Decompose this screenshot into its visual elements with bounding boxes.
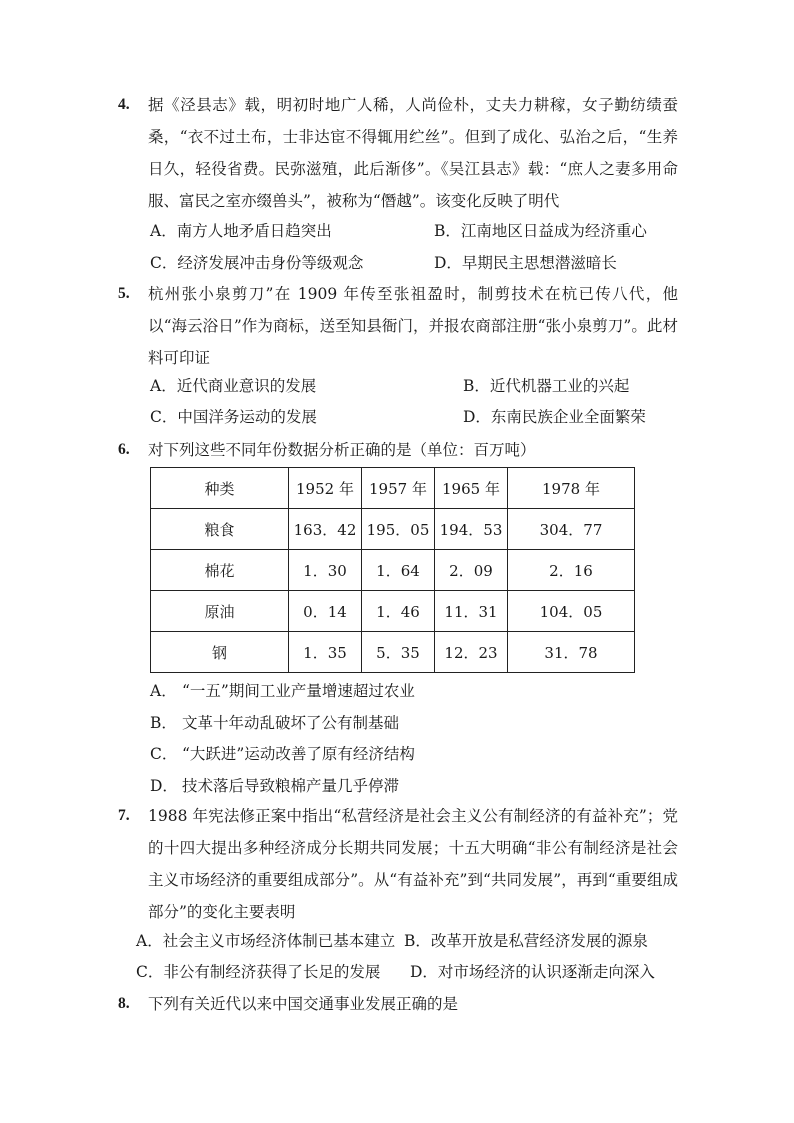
table-row xyxy=(151,591,635,632)
table-cell: 104．05 xyxy=(508,591,635,632)
table-cell: 11．31 xyxy=(435,591,508,632)
option-c[interactable]: C．非公有制经济获得了长足的发展 xyxy=(136,963,381,981)
option-a[interactable] xyxy=(150,676,415,706)
option-b[interactable]: B．改革开放是私营经济发展的源泉 xyxy=(404,932,648,950)
table-cell: 304．77 xyxy=(508,509,635,550)
question-number: 4. xyxy=(118,96,130,113)
question-stem: 1988 年宪法修正案中指出“私营经济是社会主义公有制经济的有益补充”；党的十四大提出多种经济成分长期共同发展；十五大明确“非公有制经济是社会主义市场经济的重要组成部分”。从“有益补充”到“共同发展”，再到“重要组成部分”的变化主要表明 xyxy=(148,807,678,921)
table-cell: 194．53 xyxy=(435,509,508,550)
question-number: 8. xyxy=(118,995,130,1012)
option-text: 技术落后导致粮棉产量几乎停滞 xyxy=(182,777,400,795)
option-b[interactable]: B．江南地区日益成为经济重心 xyxy=(434,222,647,240)
table-header-row xyxy=(151,468,635,509)
table-cell: 195．05 xyxy=(362,509,435,550)
table-header-cell: 种类 xyxy=(151,468,289,509)
question-8 xyxy=(118,988,678,1020)
question-6 xyxy=(118,434,678,466)
option-text: 文革十年动乱破坏了公有制基础 xyxy=(182,714,400,732)
table-cell: 1．64 xyxy=(362,550,435,591)
table-cell: 棉花 xyxy=(151,550,289,591)
question-stem: 杭州张小泉剪刀”在 1909 年传至张祖盈时，制剪技术在杭已传八代，他以“海云浴日”作为商标，送至知县衙门，并报农商部注册“张小泉剪刀”。此材料可印证 xyxy=(148,285,678,367)
table-cell: 钢 xyxy=(151,632,289,673)
table-cell: 1．46 xyxy=(362,591,435,632)
question-number: 5. xyxy=(118,285,130,302)
question-stem: 对下列这些不同年份数据分析正确的是（单位：百万吨） xyxy=(148,441,536,459)
option-c[interactable]: C．中国洋务运动的发展 xyxy=(150,408,317,426)
question-4 xyxy=(118,89,678,217)
table-header-cell: 1978 年 xyxy=(508,468,635,509)
table-header-cell: 1965 年 xyxy=(435,468,508,509)
table-row xyxy=(151,632,635,673)
table-cell: 粮食 xyxy=(151,509,289,550)
table-cell: 31．78 xyxy=(508,632,635,673)
table-cell: 1．30 xyxy=(289,550,362,591)
table-cell: 12．23 xyxy=(435,632,508,673)
option-d[interactable]: D．对市场经济的认识逐渐走向深入 xyxy=(410,963,655,981)
table-row xyxy=(151,509,635,550)
table-cell: 5．35 xyxy=(362,632,435,673)
data-table xyxy=(150,467,635,673)
question-7 xyxy=(118,800,678,928)
option-b[interactable]: B．近代机器工业的兴起 xyxy=(463,377,630,395)
question-stem: 据《泾县志》载，明初时地广人稀，人尚俭朴，丈夫力耕稼，女子勤纺绩蚕桑，“衣不过土布，士非达宦不得辄用纻丝”。但到了成化、弘治之后，“生养日久，轻役省费。民弥滋殖，此后渐侈”。《吴江县志》载：“庶人之妻多用命服、富民之室亦缀兽头”，被称为“僭越”。该变化反映了明代 xyxy=(148,96,678,210)
table-cell: 163．42 xyxy=(289,509,362,550)
table-cell: 2．16 xyxy=(508,550,635,591)
option-c[interactable] xyxy=(150,739,415,769)
option-a[interactable]: A．南方人地矛盾日趋突出 xyxy=(150,222,332,240)
option-letter: B． xyxy=(150,714,177,732)
option-a[interactable]: A．近代商业意识的发展 xyxy=(150,377,317,395)
table-cell: 0．14 xyxy=(289,591,362,632)
table-header-cell: 1957 年 xyxy=(362,468,435,509)
option-d[interactable]: D．东南民族企业全面繁荣 xyxy=(463,408,646,426)
option-d[interactable]: D．早期民主思想潜滋暗长 xyxy=(434,254,617,272)
table-header-cell: 1952 年 xyxy=(289,468,362,509)
option-letter: A． xyxy=(150,682,177,700)
option-d[interactable] xyxy=(150,771,399,801)
question-5 xyxy=(118,278,678,374)
option-b[interactable] xyxy=(150,708,399,738)
table-row xyxy=(151,550,635,591)
option-a[interactable]: A．社会主义市场经济体制已基本建立 xyxy=(136,932,396,950)
table-cell: 2．09 xyxy=(435,550,508,591)
option-letter: D． xyxy=(150,777,178,795)
option-text: “一五”期间工业产量增速超过农业 xyxy=(182,682,415,700)
question-number: 7. xyxy=(118,807,130,824)
option-text: “大跃进”运动改善了原有经济结构 xyxy=(182,745,415,763)
question-stem: 下列有关近代以来中国交通事业发展正确的是 xyxy=(148,995,459,1013)
option-letter: C． xyxy=(150,745,178,763)
option-c[interactable]: C．经济发展冲击身份等级观念 xyxy=(150,254,364,272)
table-cell: 原油 xyxy=(151,591,289,632)
question-number: 6. xyxy=(118,441,130,458)
table-cell: 1．35 xyxy=(289,632,362,673)
